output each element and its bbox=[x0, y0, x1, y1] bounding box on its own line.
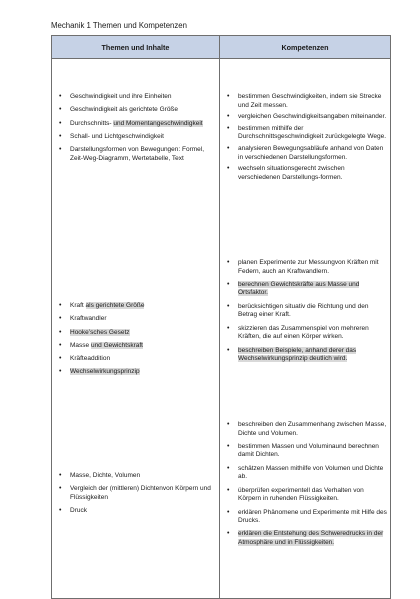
list-item bbox=[56, 329, 218, 338]
header-topics: Themen und Inhalte bbox=[52, 36, 220, 59]
list-item bbox=[224, 125, 388, 142]
item-text-highlighted: Wechselwirkungsprinzip bbox=[70, 368, 140, 376]
item-text: skizzieren das Zusammenspiel von mehreren Kräften, die auf einen Körper wirken. bbox=[238, 324, 369, 341]
list-item bbox=[224, 443, 388, 460]
list-item bbox=[56, 507, 218, 516]
list-item bbox=[56, 93, 218, 102]
list-item bbox=[56, 472, 218, 481]
list-item bbox=[224, 421, 388, 438]
item-text: erklären Phänomene und Experimente mit Hilfe des Drucks. bbox=[238, 508, 387, 525]
item-text: Kraft bbox=[70, 302, 86, 309]
item-text-highlighted: berechnen Gewichtskräfte aus Masse und Ortsfaktor. bbox=[238, 280, 360, 297]
item-text: Masse, Dichte, Volumen bbox=[70, 472, 141, 479]
list-item bbox=[224, 530, 388, 547]
list-item bbox=[56, 485, 218, 502]
item-text: planen Experimente zur Messungvon Kräften mit Federn, auch an Kraftwandlern. bbox=[238, 259, 379, 275]
item-text: Kräfteaddition bbox=[70, 355, 111, 363]
item-text: Geschwindigkeit und ihre Einheiten bbox=[70, 93, 172, 100]
list-item bbox=[56, 120, 218, 129]
topics-cell bbox=[52, 59, 220, 599]
item-text: Druck bbox=[70, 507, 87, 515]
list-item bbox=[224, 93, 388, 110]
item-text-highlighted: erklären die Entstehung des Schweredrucks in der Atmosphäre und in Flüssigkeiten. bbox=[238, 530, 384, 546]
item-text: schätzen Massen mithilfe von Volumen und Dichte ab. bbox=[238, 464, 384, 481]
item-text: beschreiben den Zusammenhang zwischen Masse, Dichte und Volumen. bbox=[238, 421, 387, 437]
table-row bbox=[52, 59, 391, 599]
list-item bbox=[56, 368, 218, 377]
list-item bbox=[56, 146, 218, 163]
item-text: bestimmen Geschwindigkeiten, indem sie Strecke und Zeit messen. bbox=[238, 93, 382, 109]
list-item bbox=[56, 315, 218, 324]
table-header-row bbox=[52, 36, 391, 59]
item-text: analysieren Bewegungsabläufe anhand von Daten in verschiedenen Darstellungsformen. bbox=[238, 144, 384, 161]
competencies-block-force bbox=[224, 259, 388, 368]
list-item bbox=[224, 165, 388, 182]
list-item bbox=[224, 303, 388, 320]
item-text: Kraftwandler bbox=[70, 315, 107, 323]
list-item bbox=[224, 145, 388, 162]
list-item bbox=[224, 509, 388, 526]
item-text: bestimmen mithilfe der Durchschnittsgeschwindigkeit zurückgelegte Wege. bbox=[238, 124, 387, 141]
item-text: Vergleich der (mittleren) Dichtenvon Körpern und Flüssigkeiten bbox=[70, 485, 211, 501]
document-title: Mechanik 1 Themen und Kompetenzen bbox=[51, 21, 187, 30]
item-text: überprüfen experimentell das Verhalten von Körpern in ruhenden Flüssigkeiten. bbox=[238, 486, 364, 503]
topics-block-motion bbox=[56, 93, 218, 168]
list-item bbox=[224, 347, 388, 364]
list-item bbox=[224, 487, 388, 504]
competency-table bbox=[51, 35, 391, 599]
item-text: Durchschnitts- bbox=[70, 119, 114, 127]
competencies-block-density-pressure bbox=[224, 421, 388, 552]
item-text: wechseln situationsgerecht zwischen verschiedenen Darstellungs-formen. bbox=[238, 165, 345, 181]
item-text: Darstellungsformen von Bewegungen: Formel, Zeit-Weg-Diagramm, Wertetabelle, Text bbox=[70, 146, 205, 162]
item-text: bestimmen Massen und Voluminaund berechnen damit Dichten. bbox=[238, 442, 379, 459]
competencies-cell bbox=[220, 59, 391, 599]
list-item bbox=[56, 342, 218, 351]
list-item bbox=[56, 133, 218, 142]
list-item bbox=[224, 113, 388, 122]
item-text: vergleichen Geschwindigkeitsangaben miteinander. bbox=[238, 113, 387, 121]
list-item bbox=[224, 259, 388, 276]
topics-block-force bbox=[56, 302, 218, 382]
list-item bbox=[56, 302, 218, 311]
list-item bbox=[56, 355, 218, 364]
header-competencies: Kompetenzen bbox=[220, 36, 391, 59]
list-item bbox=[224, 281, 388, 298]
item-text-highlighted: als gerichtete Größe bbox=[85, 302, 145, 309]
list-item bbox=[224, 465, 388, 482]
item-text: Masse bbox=[70, 341, 91, 349]
item-text-highlighted: Hooke’sches Gesetz bbox=[70, 328, 130, 336]
item-text-highlighted: beschreiben Beispiele, anhand derer das Wechselwirkungsprinzip deutlich wird. bbox=[238, 346, 357, 363]
list-item bbox=[56, 106, 218, 115]
item-text-highlighted: und Momentangeschwindigkeit bbox=[113, 119, 203, 127]
item-text: berücksichtigen situativ die Richtung und den Betrag einer Kraft. bbox=[238, 302, 369, 319]
item-text: Schall- und Lichtgeschwindigkeit bbox=[70, 132, 164, 140]
competencies-block-motion bbox=[224, 93, 388, 185]
list-item bbox=[224, 325, 388, 342]
item-text: Geschwindigkeit als gerichtete Größe bbox=[70, 106, 179, 114]
item-text-highlighted: und Gewichtskraft bbox=[90, 341, 143, 349]
topics-block-density-pressure bbox=[56, 472, 218, 520]
